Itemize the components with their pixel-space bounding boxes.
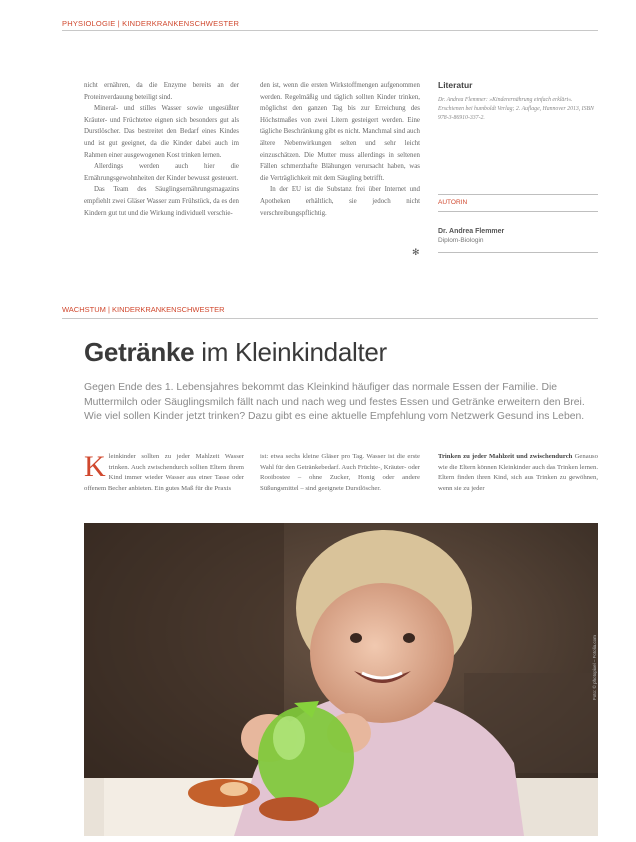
body-text: Genauso wie die Eltern können Kleinkinder auch das Trinken lernen. Eltern finden ihren Kind, sich aus Trinken zu gewöhnen, wenn sie zu jeder (438, 453, 598, 493)
child-drinking-photo (84, 523, 598, 836)
paragraph: Das Team des Säuglingsernährungsmagazins empfiehlt zwei Gläser Wasser zum Frühstück, da es den Kindern gut tut und die Wirkung individuell verschie- (84, 186, 239, 217)
box-divider (438, 211, 598, 212)
paragraph: Allerdings werden auch hier die Ernährungsgewohnheiten der Kinder bewusst gesteuert. (84, 163, 239, 182)
body-text: leinkinder sollten zu jeder Mahlzeit Wasser trinken. Auch zwischendurch sollten Eltern ihrem Kind immer wieder Wasser aus einer Tasse oder offenem Becher anbieten. Ein gutes Maß für die Praxis (84, 453, 244, 493)
paragraph: Mineral- und stilles Wasser sowie ungesüßter Kräuter- und Früchtetee eignen sich besonders gut als Durstlöscher. Das bestreitet den Bedarf eines Kindes und ist gut geeignet, da die Kinder dabei auch im Rahmen einer ausgewogenen Kost trinken lernen. (84, 105, 239, 159)
subheading: Trinken zu jeder Mahlzeit und zwischendurch (438, 453, 573, 460)
drop-cap: K (84, 450, 106, 483)
section-rule (62, 318, 598, 319)
paragraph: In der EU ist die Substanz frei über Internet und Apotheken erhältlich, sie jedoch nicht verschreibungspflichtig. (260, 186, 420, 217)
title-normal: im Kleinkindalter (194, 337, 387, 367)
upper-column-2 (260, 80, 420, 219)
paragraph: nicht ernähren, da die Enzyme bereits an der Proteinverdauung beteiligt sind. (84, 82, 239, 101)
article-end-icon: ✻ (412, 247, 420, 257)
section-label: WACHSTUM | KINDERKRANKENSCHWESTER (62, 305, 225, 314)
author-label: AUTORIN (438, 199, 468, 206)
box-divider (438, 194, 598, 195)
literature-text: Dr. Andrea Flemmer: »Kinderernährung einfach erklärt«. Erschienen bei humboldt Verlag; 2. Auflage, Hannover 2013, ISBN 978-3-86910-337-2. (438, 97, 594, 121)
photo-illustration (84, 523, 598, 836)
box-divider (438, 252, 598, 253)
body-text: ist: etwa sechs kleine Gläser pro Tag. Wasser ist die erste Wahl für den Getränkebedarf. Auch Früchte-, Kräuter- oder Rooibostee – ohne Zucker, Honig oder andere Süßungsmittel – sind geeignete Durstlöscher. (260, 453, 420, 493)
body-column-2 (260, 452, 420, 495)
title-bold: Getränke (84, 337, 195, 367)
photo-credit: Foto: © photopixel – Fotolia.com (592, 635, 597, 700)
header-rule (62, 30, 598, 31)
author-name: Dr. Andrea Flemmer (438, 228, 505, 235)
page-header: PHYSIOLOGIE | KINDERKRANKENSCHWESTER (62, 19, 240, 28)
article-intro: Gegen Ende des 1. Lebensjahres bekommt das Kleinkind häufiger das normale Essen der Familie. Die Muttermilch oder Säuglingsmilch fällt nach und nach weg und festes Essen und Getränke erweitern den Brei. Wie viel sollen Kinder jetzt trinken? Dazu gibt es eine aktuelle Empfehlung vom Netzwerk Gesund ins Leben. (84, 382, 585, 423)
paragraph: den ist, wenn die ersten Wirkstoffmengen aufgenommen werden. Regelmäßig und täglich sollten Kinder trinken, möglichst den ganzen Tag bis zur Erreichung des Höchstmaßes von zwei Litern gesteigert werden. Eine tägliche Beschränkung gibt es nicht. Manchmal sind auch ältere Nebenwirkungen selten und sehr leicht einzuschätzen. Die Mutter muss allerdings in seltenen Fällen schmerzhafte Blähungen verursacht haben, was die Verträglichkeit mit dem Säugling betrifft. (260, 82, 420, 182)
article-title (84, 337, 387, 368)
body-column-3 (438, 452, 598, 495)
author-role: Diplom-Biologin (438, 237, 484, 244)
upper-column-1 (84, 80, 239, 219)
literature-title: Literatur (438, 80, 473, 90)
body-column-1 (84, 452, 244, 495)
